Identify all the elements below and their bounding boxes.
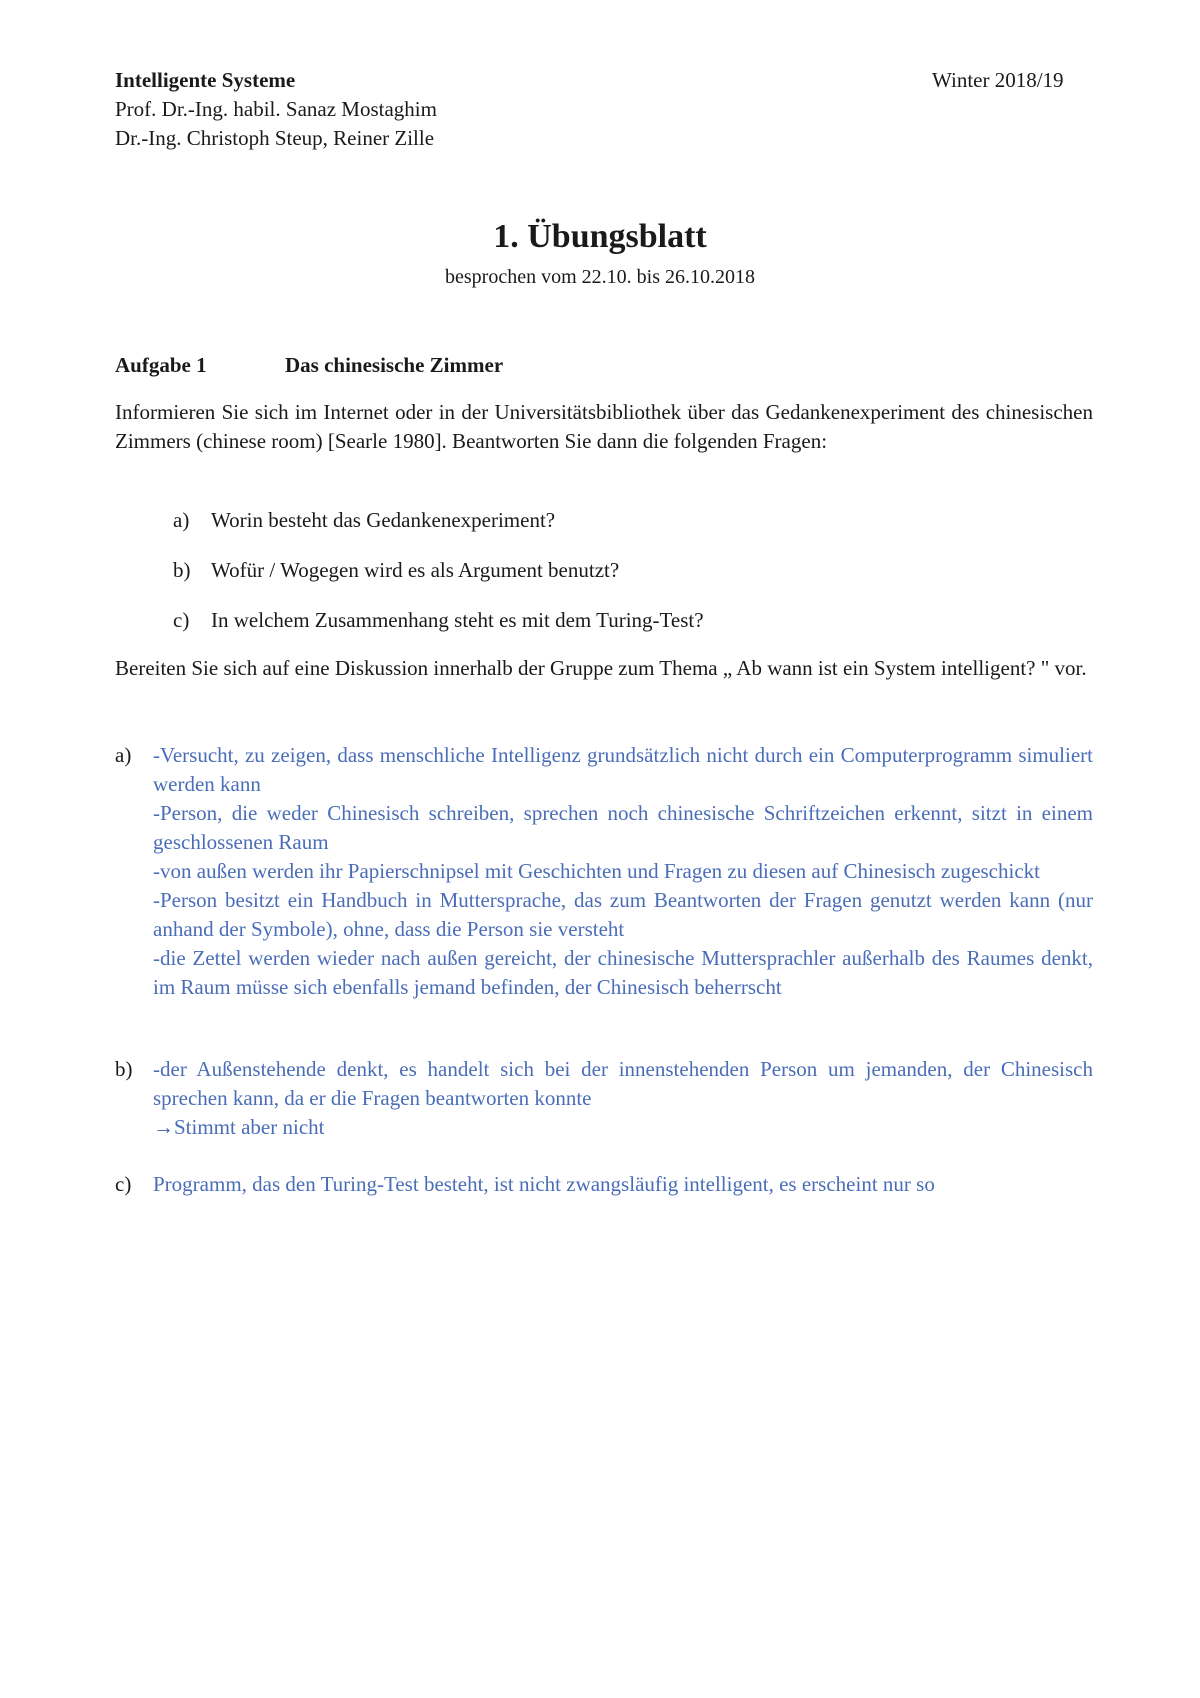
answer-label: c) (115, 1172, 132, 1196)
answer-body (153, 1055, 1093, 1142)
term-label: Winter 2018/19 (932, 68, 1064, 92)
question-a (173, 506, 555, 535)
discussion-paragraph: Bereiten Sie sich auf eine Diskussion innerhalb der Gruppe zum Thema „ Ab wann ist ein System intelligent? " vor. (115, 656, 1087, 680)
answer-label: a) (115, 743, 132, 767)
question-text: In welchem Zusammenhang steht es mit dem Turing-Test? (211, 608, 704, 632)
task-topic: Das chinesische Zimmer (285, 353, 504, 377)
question-label: b) (173, 558, 191, 582)
answer-line: -Versucht, zu zeigen, dass menschliche Intelligenz grundsätzlich nicht durch ein Computerprogramm simuliert werden kann (153, 743, 1093, 796)
question-text: Worin besteht das Gedankenexperiment? (211, 508, 556, 532)
answer-line: -der Außenstehende denkt, es handelt sich bei der innenstehenden Person um jemanden, der Chinesisch sprechen kann, da er die Fragen beantworten konnte (153, 1057, 1093, 1110)
arrow-right-icon: → (153, 1115, 174, 1139)
answer-body (153, 741, 1093, 1002)
course-title: Intelligente Systeme (115, 68, 296, 92)
question-label: c) (173, 608, 190, 632)
professor-name: Prof. Dr.-Ing. habil. Sanaz Mostaghim (115, 97, 437, 121)
answer-line (153, 1113, 1093, 1142)
answer-label: b) (115, 1057, 133, 1081)
answer-line: -Person, die weder Chinesisch schreiben, sprechen noch chinesische Schriftzeichen erkennt, sitzt in einem geschlossenen Raum (153, 801, 1093, 854)
answer-line: Programm, das den Turing-Test besteht, ist nicht zwangsläufig intelligent, es erscheint nur so (153, 1172, 935, 1196)
question-label: a) (173, 508, 190, 532)
page-title: 1. Übungsblatt (493, 218, 707, 255)
assistant-names: Dr.-Ing. Christoph Steup, Reiner Zille (115, 126, 435, 150)
answer-line: -Person besitzt ein Handbuch in Muttersprache, das zum Beantworten der Fragen genutzt werden kann (nur anhand der Symbole), ohne, dass die Person sie versteht (153, 888, 1093, 941)
task-heading (115, 353, 504, 378)
question-text: Wofür / Wogegen wird es als Argument benutzt? (211, 558, 620, 582)
answer-c (115, 1170, 1093, 1199)
task-label: Aufgabe 1 (115, 353, 207, 377)
answer-a (115, 741, 1093, 1002)
answer-line: -von außen werden ihr Papierschnipsel mit Geschichten und Fragen zu diesen auf Chinesisch zugeschickt (153, 859, 1040, 883)
question-b (173, 556, 619, 585)
page-subtitle: besprochen vom 22.10. bis 26.10.2018 (445, 266, 755, 288)
task-intro: Informieren Sie sich im Internet oder in der Universitätsbibliothek über das Gedankenexperiment des chinesischen Zimmers (chinese room) [Searle 1980]. Beantworten Sie dann die folgenden Fragen: (115, 400, 1093, 453)
answer-b (115, 1055, 1093, 1142)
answer-body (153, 1170, 1093, 1199)
question-c (173, 606, 704, 635)
answer-conclusion: Stimmt aber nicht (174, 1115, 325, 1139)
answer-line: -die Zettel werden wieder nach außen gereicht, der chinesische Muttersprachler außerhalb des Raumes denkt, im Raum müsse sich ebenfalls jemand befinden, der Chinesisch beherrscht (153, 946, 1093, 999)
